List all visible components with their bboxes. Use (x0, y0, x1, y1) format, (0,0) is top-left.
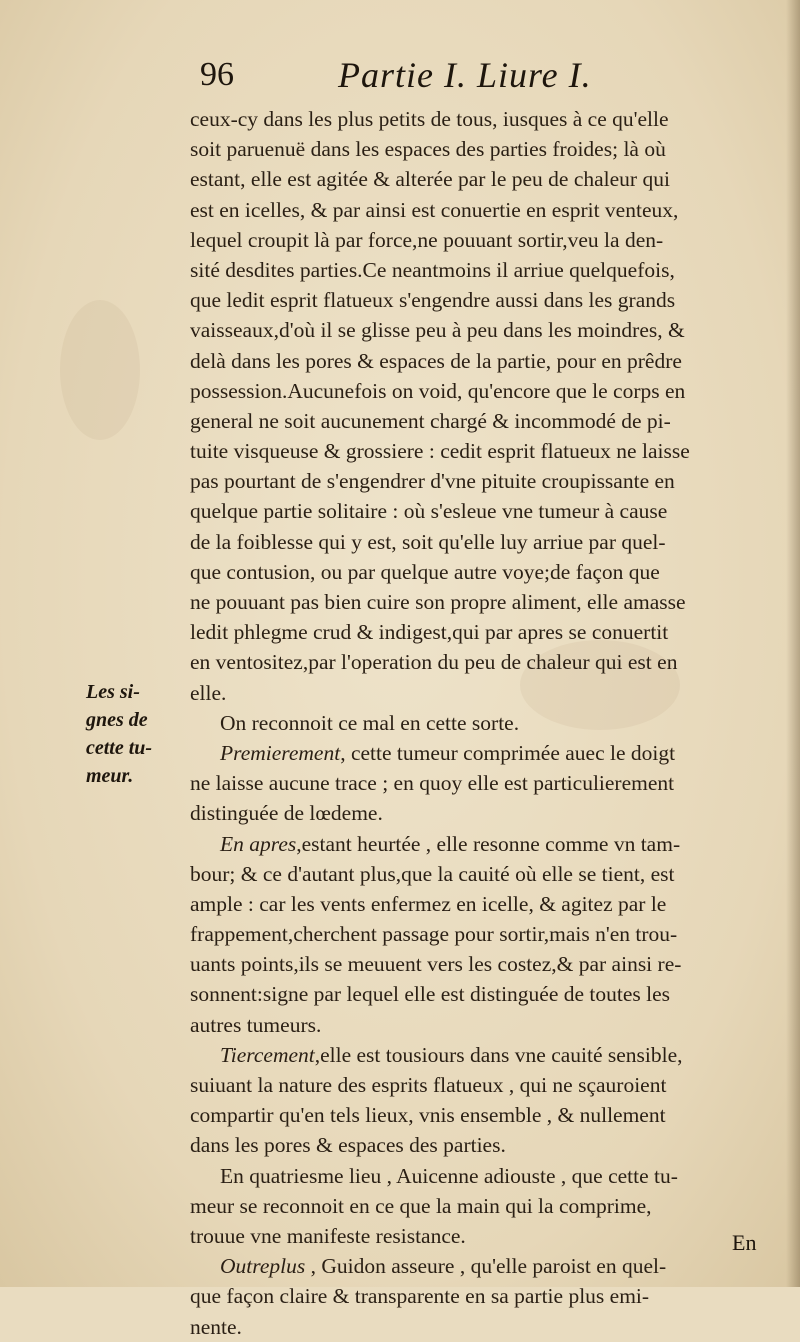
text-line: ample : car les vents enfermez en icelle, & agitez par le (190, 891, 667, 916)
text-line: que façon claire & transparente en sa partie plus emi- (190, 1284, 650, 1309)
text-line: delà dans les pores & espaces de la partie, pour en prêdre (190, 348, 682, 373)
text-line: en ventositez,par l'operation du peu de chaleur qui est en (190, 650, 678, 675)
text-line: que ledit esprit flatueux s'engendre aussi dans les grands (190, 288, 676, 313)
text-line: uants points,ils se meuuent vers les costez,& par ainsi re- (190, 952, 682, 977)
text-line: lequel croupit là par force,ne pouuant sortir,veu la den- (190, 227, 664, 252)
text-line: autres tumeurs. (190, 1012, 322, 1037)
page-header (198, 52, 758, 100)
text-line: sonnent:signe par lequel elle est distinguée de toutes les (190, 982, 671, 1007)
margin-note-line: gnes de (86, 709, 148, 731)
text-line: On reconnoit ce mal en cette sorte. (220, 710, 520, 735)
text-line: Tiercement,elle est tousiours dans vne cauité sensible, (220, 1042, 683, 1067)
text-line: trouue vne manifeste resistance. (190, 1223, 466, 1248)
margin-note-line: meur. (86, 765, 134, 787)
text-line: elle. (190, 680, 227, 705)
text-line: frappement,cherchent passage pour sortir,mais n'en trou- (190, 922, 678, 947)
text-line: compartir qu'en tels lieux, vnis ensemble , & nullement (190, 1103, 666, 1128)
page-edge-shadow (786, 0, 800, 1287)
page-number: 96 (200, 56, 234, 93)
paper-stain (60, 300, 140, 440)
text-line: ledit phlegme crud & indigest,qui par apres se conuertit (190, 620, 669, 645)
text-line: ne laisse aucune trace ; en quoy elle est particulierement (190, 771, 675, 796)
text-line: Premierement, cette tumeur comprimée auec le doigt (220, 740, 676, 765)
text-line: estant, elle est agitée & alterée par le peu de chaleur qui (190, 167, 670, 192)
text-line: ne pouuant pas bien cuire son propre aliment, elle amasse (190, 590, 686, 614)
text-line: Outreplus , Guidon asseure , qu'elle paroist en quel- (220, 1254, 667, 1279)
margin-note-line: Les si- (86, 681, 140, 703)
text-line: soit paruenuë dans les espaces des parties froides; là où (190, 137, 666, 162)
text-line: ceux-cy dans les plus petits de tous, iusques à ce qu'elle (190, 107, 669, 131)
text-line: sité desdites parties.Ce neantmoins il arriue quelquefois, (190, 257, 675, 282)
margin-note-line: cette tu- (86, 737, 153, 759)
text-line: En quatriesme lieu , Auicenne adiouste , que cette tu- (220, 1163, 678, 1188)
text-line: de la foiblesse qui y est, soit qu'elle luy arriue par quel- (190, 529, 666, 554)
text-line: possession.Aucunefois on void, qu'encore que le corps en (190, 378, 686, 403)
text-line: distinguée de lœdeme. (190, 801, 383, 826)
body-text (190, 104, 764, 1342)
text-line: meur se reconnoit en ce que la main qui la comprime, (190, 1193, 652, 1218)
text-line: est en icelles, & par ainsi est conuertie en esprit venteux, (190, 197, 679, 222)
text-line: general ne soit aucunement chargé & incommodé de pi- (190, 408, 671, 433)
text-line: que contusion, ou par quelque autre voye;de façon que (190, 559, 660, 584)
text-line: vaisseaux,d'où il se glisse peu à peu dans les moindres, & (190, 318, 685, 343)
text-line: suiuant la nature des esprits flatueux , qui ne sçauroient (190, 1073, 667, 1097)
text-line: quelque partie solitaire : où s'esleue vne tumeur à cause (190, 499, 668, 524)
text-line: bour; & ce d'autant plus,que la cauité où elle se tient, est (190, 861, 675, 886)
text-line: En apres,estant heurtée , elle resonne comme vn tam- (220, 831, 681, 856)
text-line: pas pourtant de s'engendrer d'vne pituite croupissante en (190, 469, 675, 494)
catchword: En (732, 1230, 757, 1255)
margin-note (86, 678, 186, 790)
running-title: Partie I. Liure I. (338, 55, 592, 95)
text-line: dans les pores & espaces des parties. (190, 1133, 506, 1158)
text-line: tuite visqueuse & grossiere : cedit esprit flatueux ne laisse (190, 439, 690, 464)
text-line: nente. (190, 1314, 242, 1339)
